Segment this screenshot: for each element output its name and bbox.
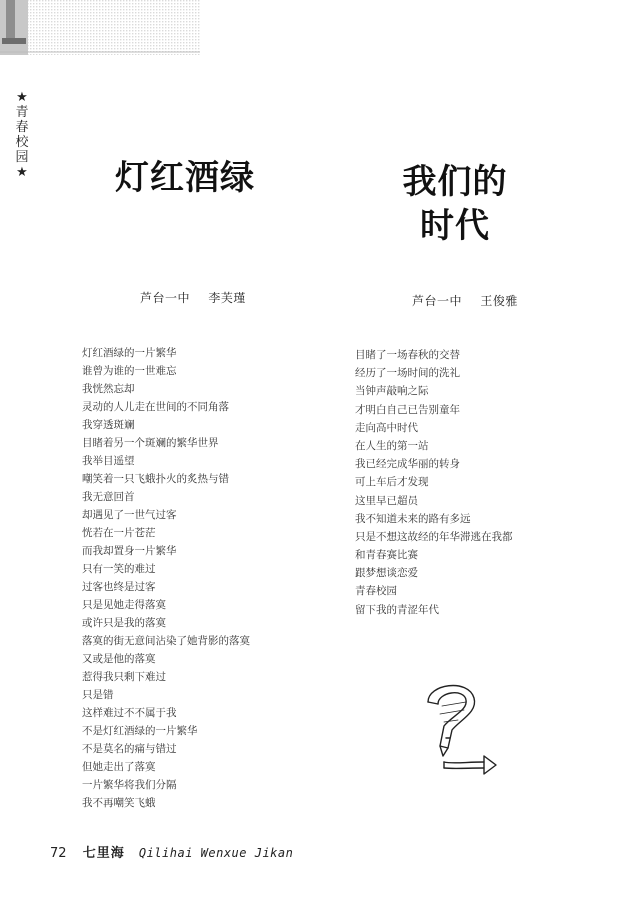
poem-line: 这里早已超员 bbox=[355, 494, 418, 507]
poem-line: 这样难过不不属于我 bbox=[82, 707, 177, 719]
poem-line: 我已经完成华丽的转身 bbox=[355, 458, 460, 471]
poem-line: 我恍然忘却 bbox=[82, 383, 135, 395]
poem-line: 才明白自己已告别童年 bbox=[355, 403, 460, 416]
left-poem-title: 灯红酒绿 bbox=[115, 158, 255, 198]
poem-line: 却遇见了一世气过客 bbox=[82, 509, 177, 521]
right-poem-body bbox=[355, 346, 585, 619]
side-label-char: 春 bbox=[15, 120, 29, 135]
poem-line: 和青春赛比赛 bbox=[355, 549, 418, 562]
poem-line: 跟梦想谈恋爱 bbox=[355, 567, 418, 580]
poem-line: 或许只是我的落寞 bbox=[82, 617, 166, 629]
right-poem-title bbox=[380, 160, 530, 248]
poem-line: 但她走出了落寞 bbox=[82, 761, 156, 773]
right-poem-title-line: 时代 bbox=[420, 206, 490, 246]
poem-line: 只是错 bbox=[82, 689, 114, 701]
left-poem-body bbox=[82, 344, 312, 812]
poem-line: 我不再嘲笑飞蛾 bbox=[82, 797, 156, 809]
page-number: 72 bbox=[50, 846, 67, 861]
poem-line: 目睹着另一个斑斓的繁华世界 bbox=[82, 437, 219, 449]
poem-line: 我穿透斑斓 bbox=[82, 419, 135, 431]
poem-line: 恍若在一片苍茫 bbox=[82, 527, 156, 539]
poem-line: 过客也终是过客 bbox=[82, 581, 156, 593]
poem-line: 不是莫名的痛与错过 bbox=[82, 743, 177, 755]
poem-line: 惹得我只剩下难过 bbox=[82, 671, 166, 683]
poem-line: 经历了一场时间的洗礼 bbox=[355, 367, 460, 380]
poem-line: 留下我的青涩年代 bbox=[355, 603, 439, 616]
page-footer bbox=[50, 842, 293, 861]
section-side-label bbox=[14, 90, 30, 180]
poem-line: 走向高中时代 bbox=[355, 421, 418, 434]
poem-line: 不是灯红酒绿的一片繁华 bbox=[82, 725, 198, 737]
side-label-char: 校 bbox=[15, 135, 29, 150]
right-poem-school: 芦台一中 bbox=[412, 294, 463, 308]
left-poem-byline bbox=[140, 289, 246, 306]
poem-line: 在人生的第一站 bbox=[355, 439, 429, 452]
journal-name-chinese: 七里海 bbox=[82, 846, 125, 861]
poem-line: 只是见她走得落寞 bbox=[82, 599, 166, 611]
right-poem-title-line: 我们的 bbox=[402, 162, 508, 202]
poem-line: 只有一笑的难过 bbox=[82, 563, 156, 575]
left-poem-school: 芦台一中 bbox=[140, 291, 191, 305]
side-label-char: 园 bbox=[15, 150, 29, 165]
poem-line: 灵动的人儿走在世间的不同角落 bbox=[82, 401, 229, 413]
left-poem-author: 李芙瑾 bbox=[208, 291, 246, 305]
poem-line: 我不知道未来的路有多远 bbox=[355, 512, 471, 525]
poem-line: 当钟声敲响之际 bbox=[355, 385, 429, 398]
corner-decoration bbox=[0, 0, 200, 60]
poem-line: 可上车后才发现 bbox=[355, 476, 429, 489]
poem-line: 谁曾为谁的一世难忘 bbox=[82, 365, 177, 377]
poem-line: 落寞的街无意间沾染了她背影的落寞 bbox=[82, 635, 250, 647]
journal-name-pinyin: Qilihai Wenxue Jikan bbox=[138, 846, 294, 860]
poem-line: 目睹了一场春秋的交替 bbox=[355, 349, 460, 361]
right-poem-author: 王俊雅 bbox=[480, 294, 518, 308]
poem-line: 我无意回首 bbox=[82, 491, 135, 503]
poem-line: 青春校园 bbox=[355, 585, 397, 598]
poem-line: 只是不想这故经的年华滞逃在我都 bbox=[355, 530, 513, 543]
pencil-question-mark-illustration bbox=[420, 676, 500, 776]
star-icon: ★ bbox=[16, 90, 28, 105]
side-label-char: 青 bbox=[15, 105, 29, 120]
poem-line: 我举目遥望 bbox=[82, 455, 135, 467]
poem-line: 嘲笑着一只飞蛾扑火的炙热与错 bbox=[82, 473, 229, 485]
star-icon: ★ bbox=[16, 165, 28, 180]
right-poem-byline bbox=[412, 292, 518, 309]
poem-line: 一片繁华将我们分隔 bbox=[82, 779, 177, 791]
poem-line: 而我却置身一片繁华 bbox=[82, 545, 177, 557]
poem-line: 灯红酒绿的一片繁华 bbox=[82, 347, 177, 359]
poem-line: 又或是他的落寞 bbox=[82, 653, 156, 665]
